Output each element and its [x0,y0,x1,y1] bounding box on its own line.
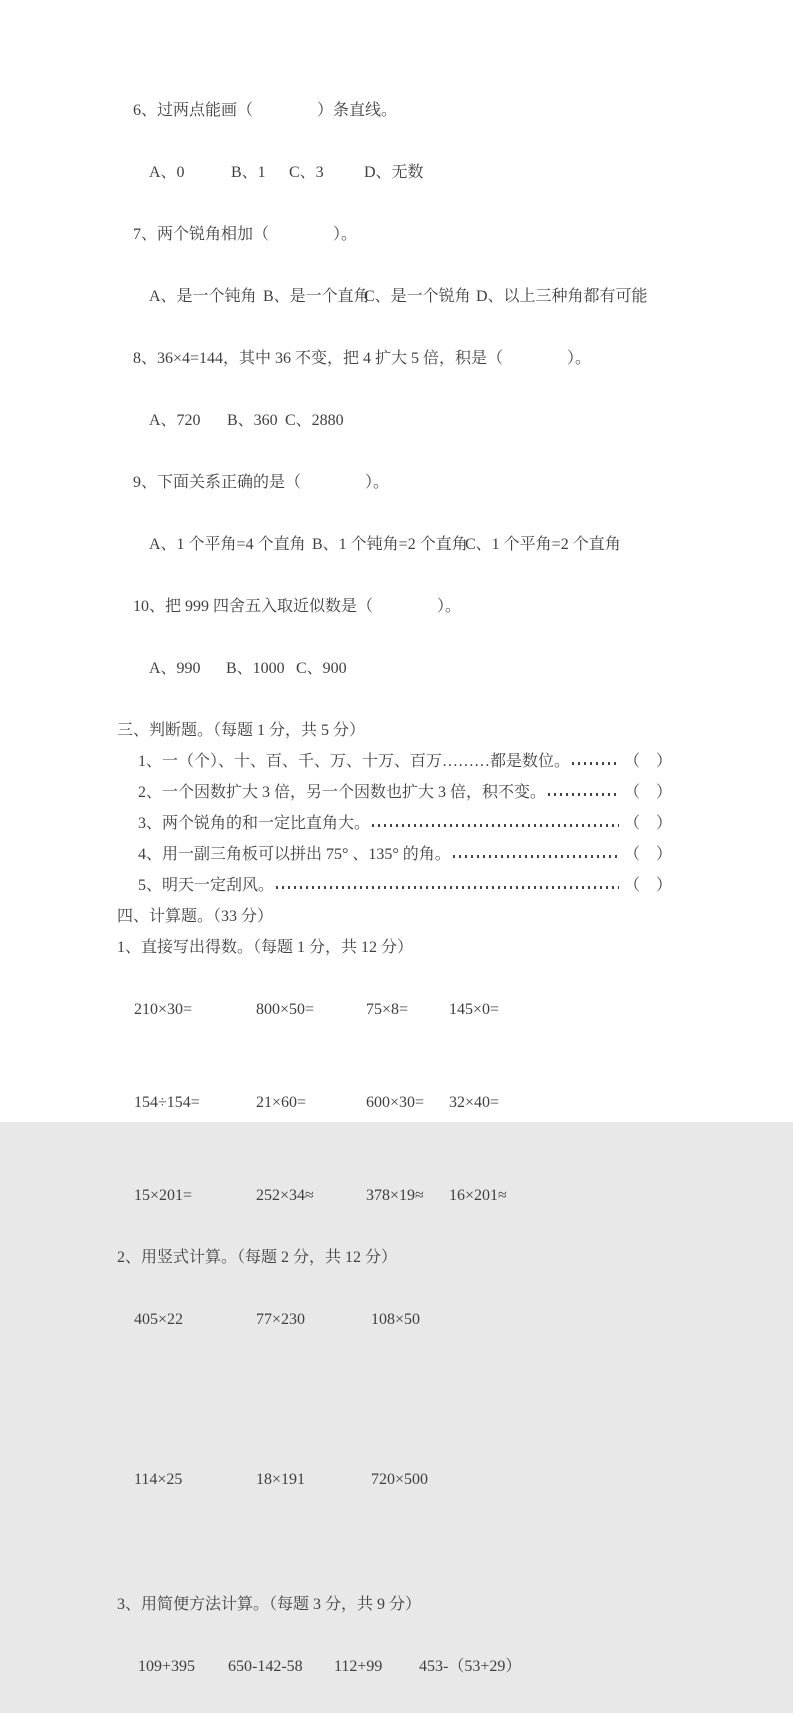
option-a: A、0 [149,164,185,181]
dotted-leader [548,793,619,796]
question-7-stem: 7、两个锐角相加（ ）。 [133,226,358,243]
direct-calc-row-2 [118,1056,793,1149]
expression: 405×22 [134,1311,184,1328]
judgement-text: 5、明天一定刮风。 [138,877,275,894]
brief-calc-title: 3、用简便方法计算。（每题 3 分，共 9 分） [117,1596,422,1613]
judgement-text: 3、两个锐角的和一定比直角大。 [138,815,371,832]
expression: 252×34≈ [256,1187,314,1204]
option-b: B、1 [231,164,266,181]
option-d: D、无数 [364,164,424,181]
expression: 109+395 [138,1658,196,1675]
expression: 77×230 [256,1311,306,1328]
brief-calc-row [122,1620,793,1713]
option-a: A、1 个平角=4 个直角 [149,536,306,553]
judgement-item-5 [138,870,672,901]
expression: 16×201≈ [449,1187,507,1204]
option-c: C、900 [296,660,347,677]
dotted-leader [372,824,619,827]
expression: 650-142-58 [228,1658,303,1675]
direct-calc-title: 1、直接写出得数。（每题 1 分，共 12 分） [117,939,414,956]
question-6-stem: 6、过两点能画（ ）条直线。 [133,102,398,119]
judgement-text: 2、一个因数扩大 3 倍，另一个因数也扩大 3 倍，积不变。 [138,784,547,801]
calculation-section-title: 四、计算题。（33 分） [117,908,274,925]
expression: 32×40= [449,1094,500,1111]
expression: 145×0= [449,1001,500,1018]
judgement-item-2 [138,777,672,808]
expression: 108×50 [371,1311,421,1328]
option-a: A、720 [149,412,201,429]
answer-bracket: （ ） [623,846,672,863]
question-8-stem: 8、36×4=144，其中 36 不变，把 4 扩大 5 倍，积是（ ）。 [133,350,592,367]
answer-bracket: （ ） [623,815,672,832]
expression: 378×19≈ [366,1187,424,1204]
expression: 18×191 [256,1471,306,1488]
option-b: B、1 个钝角=2 个直角 [312,536,468,553]
expression: 154÷154= [134,1094,200,1111]
judgement-item-1 [138,746,672,777]
expression: 114×25 [134,1471,183,1488]
question-9-options [133,498,793,591]
option-b: B、1000 [226,660,285,677]
question-9-stem: 9、下面关系正确的是（ ）。 [133,474,390,491]
question-10-stem: 10、把 999 四舍五入取近似数是（ ）。 [133,598,462,615]
expression: 75×8= [366,1001,409,1018]
expression: 210×30= [134,1001,193,1018]
option-a: A、990 [149,660,201,677]
expression: 720×500 [371,1471,429,1488]
answer-bracket: （ ） [623,877,672,894]
dotted-leader [572,762,619,765]
expression: 600×30= [366,1094,425,1111]
vertical-calc-row-2 [118,1433,793,1526]
option-a: A、是一个钝角 [149,288,257,305]
direct-calc-row-3 [118,1149,793,1242]
direct-calc-row-1 [118,963,793,1056]
question-8-options [133,374,793,467]
option-c: C、是一个锐角 [364,288,471,305]
expression: 800×50= [256,1001,315,1018]
answer-bracket: （ ） [623,753,672,770]
question-6-options [133,126,793,219]
answer-bracket: （ ） [623,784,672,801]
judgement-section-title: 三、判断题。（每题 1 分，共 5 分） [117,722,366,739]
option-c: C、3 [289,164,324,181]
expression: 453-（53+29） [419,1658,522,1675]
expression: 15×201= [134,1187,193,1204]
question-10-options [133,622,793,715]
judgement-item-3 [138,808,672,839]
dotted-leader [453,855,619,858]
expression: 21×60= [256,1094,307,1111]
judgement-item-4 [138,839,672,870]
vertical-calc-title: 2、用竖式计算。（每题 2 分，共 12 分） [117,1249,398,1266]
vertical-calc-row-1 [118,1273,793,1366]
judgement-text: 1、一（个）、十、百、千、万、十万、百万………都是数位。 [138,753,571,770]
option-b: B、是一个直角 [263,288,370,305]
option-d: D、以上三种角都有可能 [476,288,648,305]
judgement-text: 4、用一副三角板可以拼出 75° 、135° 的角。 [138,846,451,863]
option-c: C、2880 [285,412,344,429]
option-c: C、1 个平角=2 个直角 [465,536,621,553]
dotted-leader [276,886,619,889]
question-7-options [133,250,793,343]
expression: 112+99 [334,1658,383,1675]
option-b: B、360 [227,412,278,429]
